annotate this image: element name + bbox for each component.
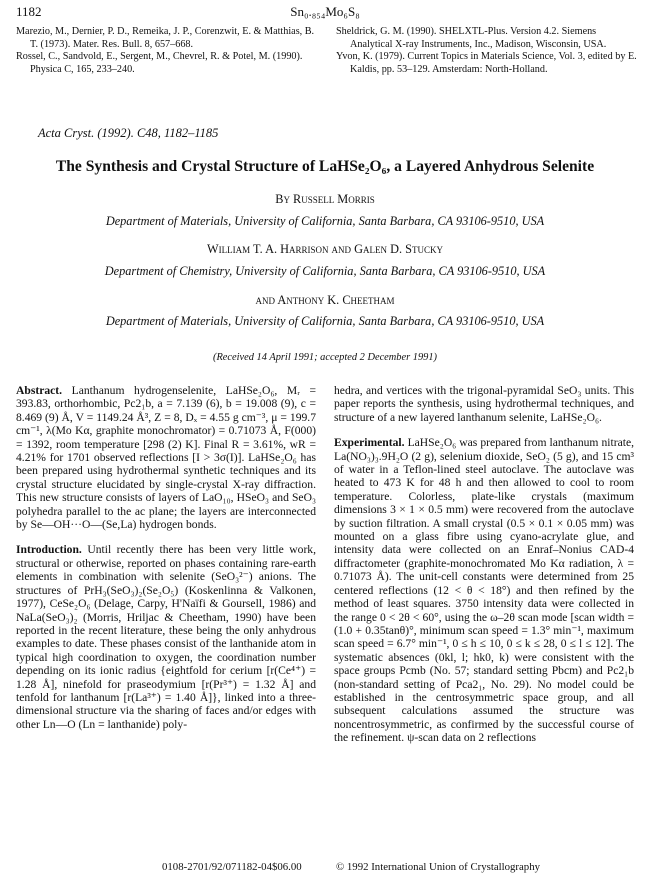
reference-entry: Rossel, C., Sandvold, E., Sergent, M., Chevrel, R. & Potel, M. (1990). Physica C, 165, 233–240. (16, 51, 303, 75)
left-column (16, 384, 316, 731)
affiliation-1: Department of Materials, University of California, Santa Barbara, CA 93106-9510, USA (105, 214, 545, 228)
page-number: 1182 (16, 4, 42, 19)
introduction-text: Until recently there has been very little work, structural or otherwise, reported on phases containing rare-earth elements in combination with selenite (SeO₃²⁻) anions. The structures of PrH₃(SeO₃)₂(Se₂O₅) (Koskenlinna & Valkonen, 1977), CeSe₂O₆ (Delage, Carpy, H'Naïfi & Goursell, 1986) and NaLa(SeO₃)₂ (Morris, Hriljac & Cheetham, 1990) have been reported in the recent literature, these being the only anhydrous examples to date. These phases consist of the lanthanide atom in typical high coordination to oxygen, the coordination number depending on its ionic radius {eightfold for cerium [r(Ce⁴⁺) = 1.28 Å], ninefold for praseodymium [r(Pr³⁺) = 1.32 Å] and tenfold for lanthanum [r(La³⁺) = 1.40 Å]}, linked into a three-dimensional structure via the sharing of faces and/or edges with other Ln—O (Ln = lanthanide) poly- (16, 543, 317, 731)
article-code: 0108-2701/92/071182-04$06.00 (162, 861, 302, 873)
references-right-column (336, 26, 638, 76)
introduction-heading: Introduction. (16, 543, 82, 557)
affiliation-2: Department of Chemistry, University of California, Santa Barbara, CA 93106-9510, USA (104, 264, 546, 278)
experimental-paragraph (334, 436, 634, 744)
affiliation-3: Department of Materials, University of California, Santa Barbara, CA 93106-9510, USA (105, 314, 545, 328)
right-column (334, 384, 634, 745)
author-line-1: By Russell Morris (275, 192, 375, 206)
introduction-continuation: hedra, and vertices with the trigonal-pyramidal SeO₃ units. This paper reports the synthesis, using hydrothermal techniques, and structure of a new layered lanthanum selenite, LaHSe₂O₆. (334, 384, 634, 424)
abstract-text: Lanthanum hydrogenselenite, LaHSe₂O₆, Mᵣ = 393.83, orthorhombic, Pc2₁b, a = 7.139 (6), b = 19.008 (9), c = 8.469 (9) Å, V = 1149.24 Å³, Z = 8, Dₓ = 4.55 g cm⁻³, μ = 199.7 cm⁻¹, λ(Mo Kα, graphite monochromator) = 0.71073 Å, F(000) = 1392, room temperature [298 (2) K]. Final R = 3.61%, wR = 4.21% for 1701 observed reflections [I > 3σ(I)]. LaHSe₂O₆ has been prepared using hydrothermal synthetic techniques and its crystal structure elucidated by single-crystal X-ray diffraction. This new structure consists of layers of LaO₁₀, HSeO₃ and SeO₃ polyhedra parallel to the ac plane; the layers are interconnected by Se—OH···O—(Se,La) hydrogen bonds. (16, 384, 316, 532)
author-line-2: William T. A. Harrison and Galen D. Stucky (207, 242, 443, 256)
experimental-text: LaHSe₂O₆ was prepared from lanthanum nitrate, La(NO₃)₃.9H₂O (2 g), selenium dioxide, SeO₂ (5 g), and 15 cm³ of water in a Teflon-lined steel autoclave. The autoclave was heated to 473 K for 48 h and then allowed to cool to room temperature. Colorless, plate-like crystals (maximum dimensions 3 × 1 × 0.5 mm) were recovered from the autoclave by suction filtration. A small crystal (0.5 × 0.1 × 0.05 mm) was mounted on a glass fibre using cyano-acrylate glue, and intensity data were collected on an Enraf–Nonius CAD-4 diffractometer (graphite-monochromated Mo Kα radiation, λ = 0.71073 Å). The unit-cell constants were determined from 25 centered reflections (12 < θ < 18°) and then refined by the method of least squares. 3750 intensity data were collected in the range 0 < 2θ < 60°, using the ω–2θ scan mode [scan width = (1.0 + 0.35tanθ)°, minimum scan speed = 1.3° min⁻¹, maximum scan speed = 6.7° min⁻¹, 0 ≤ h ≤ 10, 0 ≤ k ≤ 28, 0 ≤ l ≤ 12]. The systematic absences (0kl, l; hk0, k) were consistent with the space groups Pcmb (No. 57; standard setting Pbcm) and Pc2₁b (non-standard setting of Pca2₁, No. 29). No model could be established in the centrosymmetric space group, and all subsequent calculations assumed the structure was noncentrosymmetric, as confirmed by the successful course of the refinement. ψ-scan data on 2 reflections (334, 436, 634, 745)
experimental-heading: Experimental. (334, 436, 405, 450)
references-left-column (16, 26, 318, 76)
article-title: The Synthesis and Crystal Structure of LaHSe₂O₆, a Layered Anhydrous Selenite (55, 158, 595, 175)
reference-entry: Marezio, M., Dernier, P. D., Remeika, J. P., Corenzwit, E. & Matthias, B. T. (1973). Mater. Res. Bull. 8, 657–668. (16, 26, 315, 50)
introduction-paragraph (16, 543, 316, 731)
received-dates: (Received 14 April 1991; accepted 2 December 1991) (213, 352, 437, 363)
journal-reference: Acta Cryst. (1992). C48, 1182–1185 (38, 126, 219, 140)
copyright-notice: © 1992 International Union of Crystallography (336, 861, 541, 873)
running-title: Sn₀.₈₅₄Mo₆S₈ (290, 4, 360, 19)
reference-entry: Sheldrick, G. M. (1990). SHELXTL-Plus. Version 4.2. Siemens Analytical X-ray Instruments, Inc., Madison, Wisconsin, USA. (336, 26, 607, 50)
page-header (16, 4, 634, 22)
reference-entry: Yvon, K. (1979). Current Topics in Materials Science, Vol. 3, edited by E. Kaldis, pp. 53–129. Amsterdam: North-Holland. (336, 51, 637, 75)
abstract-heading: Abstract. (16, 384, 63, 397)
author-line-3: and Anthony K. Cheetham (255, 293, 395, 307)
abstract-paragraph (16, 384, 316, 531)
